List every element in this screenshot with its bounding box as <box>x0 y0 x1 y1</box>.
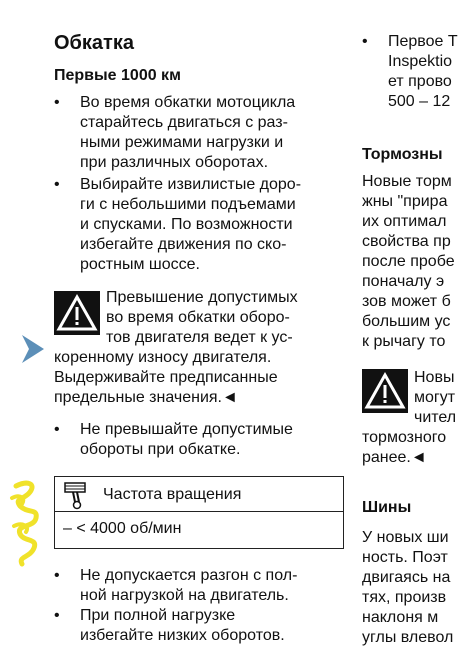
table-cell-value: – < 4000 об/мин <box>63 520 182 537</box>
warning-text: Превышение допустимых во время обкатки оборо- тов двигателя ведет к ус- <box>106 289 298 346</box>
bullet-icon: • <box>54 176 60 193</box>
bullet-icon: • <box>362 33 368 50</box>
table-header-label: Частота вращения <box>103 486 242 503</box>
table-header-row <box>55 477 343 512</box>
subsection-title: Первые 1000 км <box>54 67 181 84</box>
list-item-text: При полной нагрузке избегайте низких оборотов. <box>80 607 285 644</box>
list-item-text: Во время обкатки мотоцикла старайтесь двигаться с раз- ными режимами нагрузки и при различных оборотах. <box>80 94 296 171</box>
bullet-icon: • <box>54 94 60 111</box>
highlighter-scribble <box>6 478 48 568</box>
rpm-table <box>54 476 344 549</box>
list-item-text: Не превышайте допустимые обороты при обкатке. <box>80 421 293 458</box>
chevron-right-icon <box>18 332 48 366</box>
warning-text-continued: коренному износу двигателя. Выдерживайте предписанные предельные значения.◄ <box>54 349 278 406</box>
warning-icon <box>362 369 408 413</box>
table-row <box>55 512 343 548</box>
subsection-title-brakes: Тормозны <box>362 146 443 163</box>
subsection-title-tires: Шины <box>362 499 412 516</box>
list-item-text: Не допускается разгон с пол- ной нагрузкой на двигатель. <box>80 567 298 604</box>
warning-icon <box>54 291 100 335</box>
right-column <box>362 0 460 663</box>
warning-text-continued: тормозного ранее.◄ <box>362 429 447 466</box>
section-title: Обкатка <box>54 32 134 54</box>
bullet-icon: • <box>54 607 60 624</box>
warning-text: Новы могут чител <box>414 369 457 426</box>
list-item-text: Выбирайте извилистые доро- ги с небольшими подъемами и спусками. По возможности избегайте движения по ско- ростным шоссе. <box>80 176 302 273</box>
piston-icon <box>59 480 93 510</box>
list-item-text: Первое Т Inspektio ет прово 500 – 12 <box>388 33 458 110</box>
bullet-icon: • <box>54 421 60 438</box>
bullet-icon: • <box>54 567 60 584</box>
tires-text: У новых ши ность. Поэт двигаясь на тях, произв наклоня м углы влевол <box>362 529 454 646</box>
brakes-text: Новые торм жны "прира их оптимал свойства пр после пробе поначалу э зов может б большим ус к рычагу то <box>362 173 455 350</box>
